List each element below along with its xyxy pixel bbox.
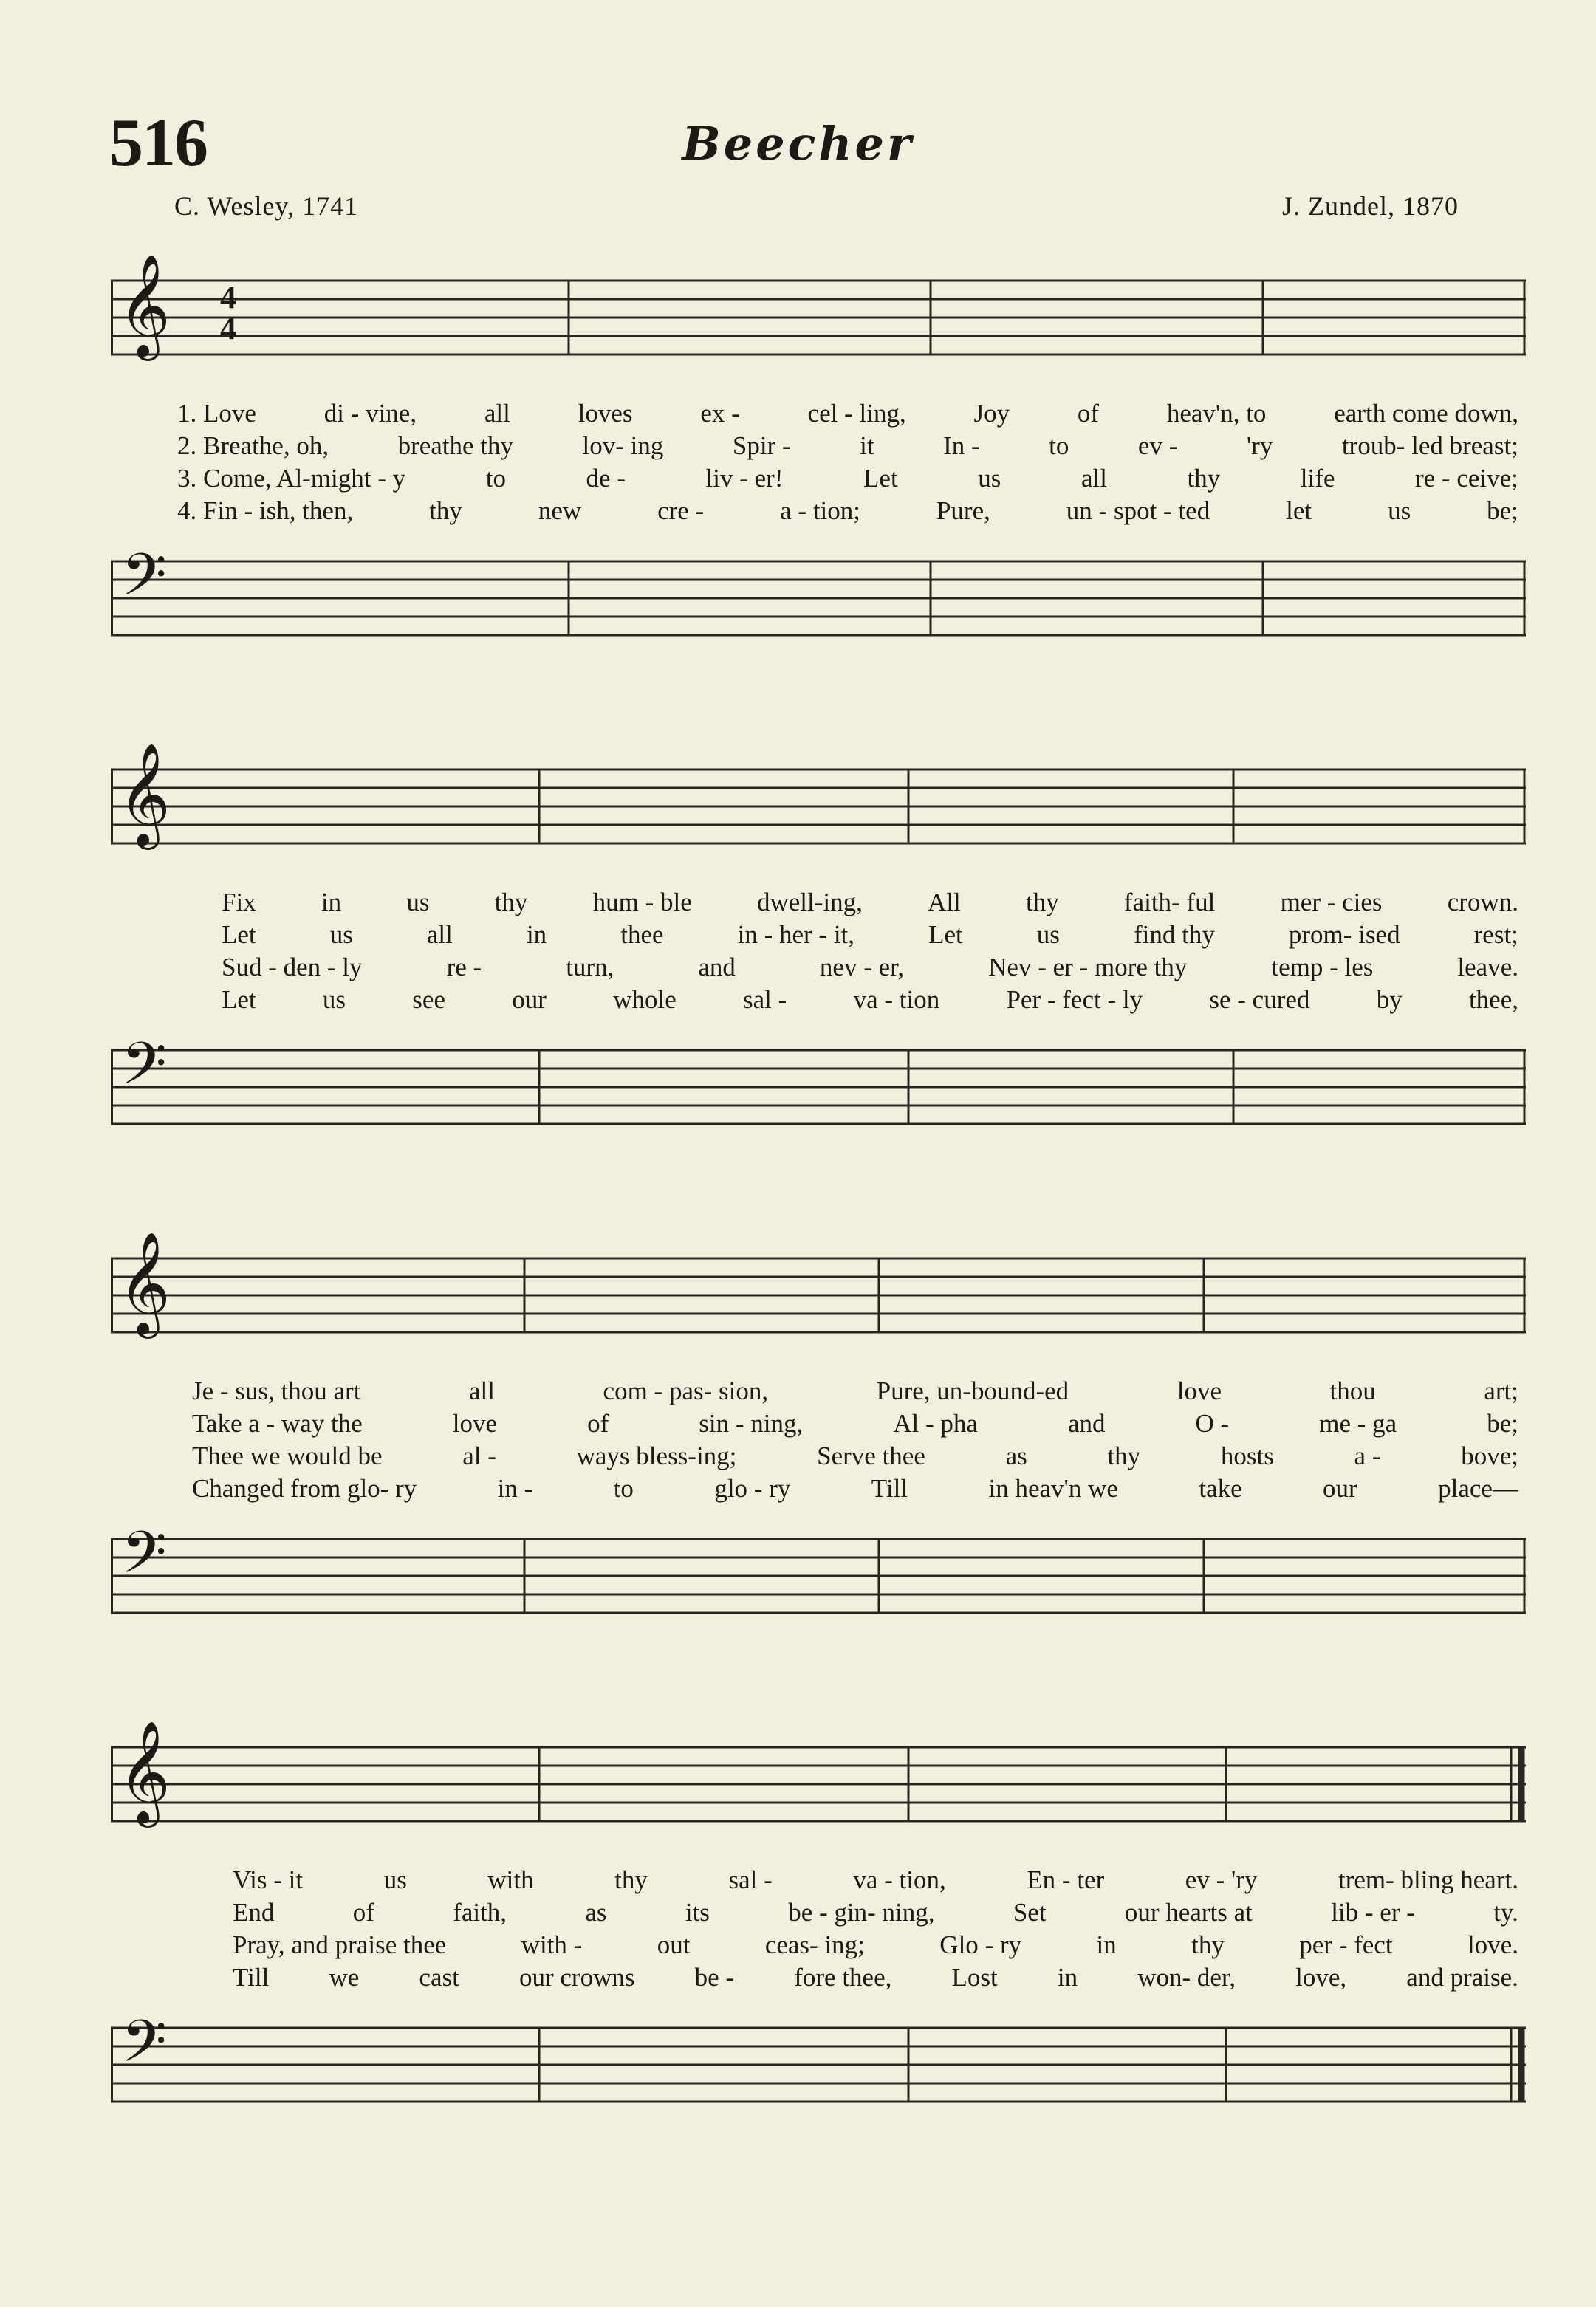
- lyric-line: Sud - den - ly re - turn, and nev - er, Nev - er - more thy temp - les leave.: [222, 953, 1518, 981]
- treble-clef-icon: 𝄞: [118, 743, 171, 846]
- lyric-line: Till we cast our crowns be - fore thee, Lost in won- der, love, and praise.: [233, 1963, 1518, 1992]
- lyric-line: Thee we would be al - ways bless-ing; Serve thee as thy hosts a - bove;: [192, 1442, 1518, 1470]
- treble-clef-icon: 𝄞: [118, 1721, 171, 1823]
- lyric-line: 1. Love di - vine, all loves ex - cel - ling, Joy of heav'n, to earth come down,: [177, 399, 1518, 428]
- treble-staff: [111, 1732, 1526, 1851]
- bass-clef-icon: 𝄢: [121, 2007, 167, 2090]
- treble-clef-icon: 𝄞: [118, 254, 171, 357]
- lyric-line: 4. Fin - ish, then, thy new cre - a - tion; Pure, un - spot - ted let us be;: [177, 496, 1518, 525]
- lyric-line: Changed from glo- ry in - to glo - ry Till in heav'n we take our place—: [192, 1474, 1518, 1503]
- lyric-line: 3. Come, Al-might - y to de - liv - er! Let us all thy life re - ceive;: [177, 464, 1518, 493]
- composer-credit: J. Zundel, 1870: [1282, 191, 1459, 221]
- bass-staff: [111, 541, 1526, 665]
- lyric-line: 2. Breathe, oh, breathe thy lov- ing Spir - it In - to ev - 'ry troub- led breast;: [177, 431, 1518, 460]
- lyric-line: Let us see our whole sal - va - tion Per - fect - ly se - cured by thee,: [222, 985, 1518, 1014]
- bass-staff: [111, 1029, 1526, 1154]
- bass-staff: [111, 2007, 1526, 2131]
- hymn-number: 516: [109, 105, 207, 180]
- bass-clef-icon: 𝄢: [121, 1518, 167, 1601]
- treble-staff: [111, 266, 1526, 384]
- music-system-1: [111, 251, 1526, 665]
- lyric-line: Vis - it us with thy sal - va - tion, En - ter ev - 'ry trem- bling heart.: [233, 1865, 1518, 1894]
- treble-staff: [111, 755, 1526, 873]
- music-system-2: [111, 740, 1526, 1154]
- lyric-line: Take a - way the love of sin - ning, Al - pha and O - me - ga be;: [192, 1409, 1518, 1438]
- tune-name: Beecher: [682, 117, 914, 171]
- treble-clef-icon: 𝄞: [118, 1232, 171, 1334]
- bass-clef-icon: 𝄢: [121, 1029, 167, 1112]
- lyric-line: Je - sus, thou art all com - pas- sion, Pure, un-bound-ed love thou art;: [192, 1377, 1518, 1405]
- lyric-line: Fix in us thy hum - ble dwell-ing, All thy faith- ful mer - cies crown.: [222, 888, 1518, 916]
- treble-staff: [111, 1244, 1526, 1362]
- time-signature: 4 4: [220, 279, 236, 346]
- lyric-line: Pray, and praise thee with - out ceas- ing; Glo - ry in thy per - fect love.: [233, 1930, 1518, 1959]
- bass-staff: [111, 1518, 1526, 1642]
- lyric-line: End of faith, as its be - gin- ning, Set our hearts at lib - er - ty.: [233, 1898, 1518, 1927]
- music-system-4: [111, 1718, 1526, 2131]
- lyric-line: Let us all in thee in - her - it, Let us find thy prom- ised rest;: [222, 920, 1518, 949]
- author-credit: C. Wesley, 1741: [174, 191, 359, 221]
- music-system-3: [111, 1229, 1526, 1642]
- bass-clef-icon: 𝄢: [121, 541, 167, 623]
